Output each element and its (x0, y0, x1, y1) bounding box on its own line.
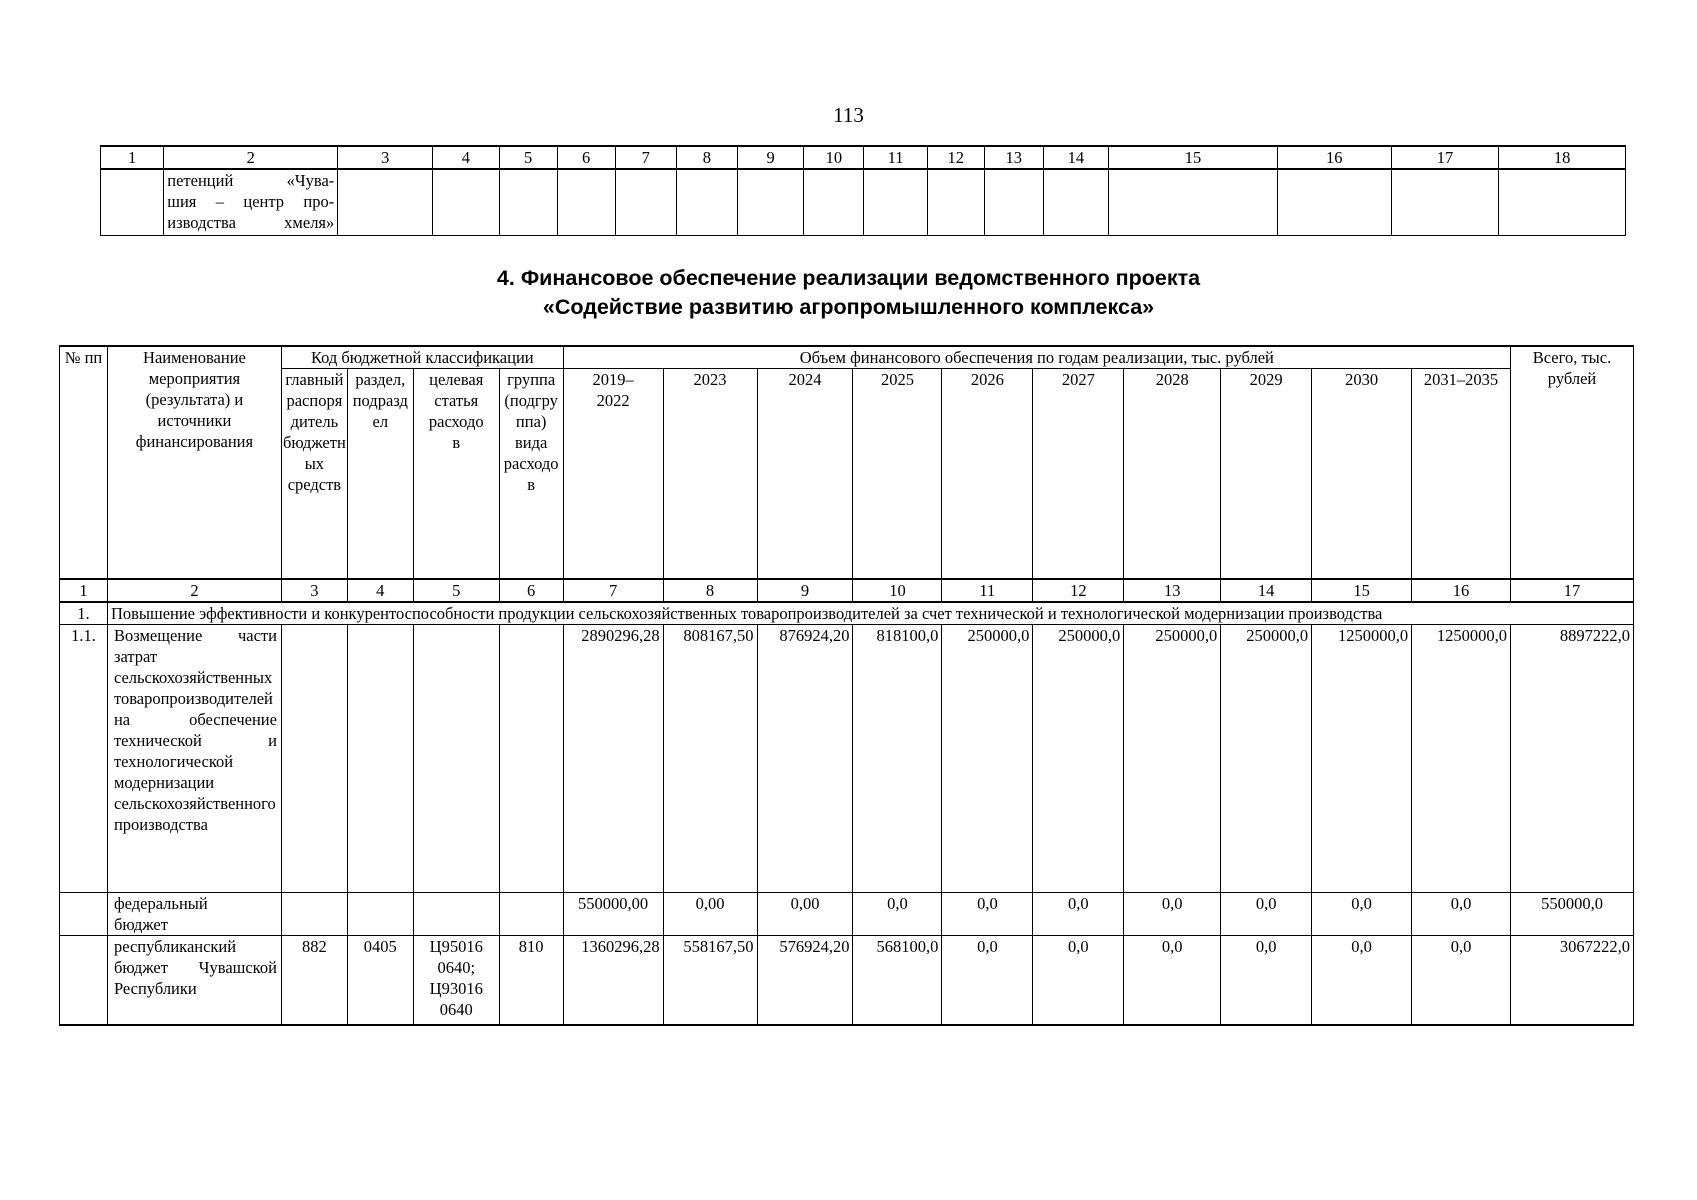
header-year: 2031–2035 (1412, 369, 1511, 579)
header-year: 2025 (853, 369, 942, 579)
value-cell: 250000,0 (1221, 624, 1312, 892)
title-line-1: 4. Финансовое обеспечение реализации ведомственного проекта (496, 266, 1201, 290)
header-name: Наименование мероприятия (результата) и источники финансирования (107, 346, 281, 579)
col-num: 6 (499, 579, 563, 602)
header-year: 2019–2022 (563, 369, 663, 579)
value-cell: 1250000,0 (1412, 624, 1511, 892)
cell (737, 169, 803, 235)
value-cell: 0,0 (1221, 935, 1312, 1025)
col-num: 13 (984, 146, 1043, 169)
page-number: 113 (833, 103, 864, 127)
cst-cell: Ц95016 0640; Ц93016 0640 (413, 935, 499, 1025)
header-year: 2023 (663, 369, 757, 579)
value-cell: 1250000,0 (1312, 624, 1412, 892)
col-num: 12 (1033, 579, 1124, 602)
text-line: шия – центр про- (167, 192, 335, 211)
section-no: 1. (60, 602, 108, 625)
value-cell: 2890296,28 (563, 624, 663, 892)
header-grbs: главный распорядитель бюджетных средств (281, 369, 347, 579)
col-num: 10 (853, 579, 942, 602)
cell (101, 169, 164, 235)
cst-cell (413, 892, 499, 935)
cell (864, 169, 927, 235)
cell (338, 169, 433, 235)
header-year: 2027 (1033, 369, 1124, 579)
total-cell: 3067222,0 (1511, 935, 1634, 1025)
col-num: 9 (737, 146, 803, 169)
value-cell: 250000,0 (1124, 624, 1221, 892)
header-vr: группа (подгруппа) вида расходов (499, 369, 563, 579)
table-row (60, 892, 1634, 935)
cell (1043, 169, 1108, 235)
column-number-row (101, 146, 1626, 169)
value-cell: 0,0 (1312, 935, 1412, 1025)
value-cell: 808167,50 (663, 624, 757, 892)
table-row (60, 935, 1634, 1025)
razdel-cell (347, 892, 413, 935)
cell-text (164, 169, 338, 235)
section-text: Повышение эффективности и конкурентоспособности продукции сельскохозяйственных товаропроизводителей за счет технической и технологической модернизации производства (107, 602, 1633, 625)
value-cell: 0,0 (1033, 935, 1124, 1025)
header-row-1 (60, 346, 1634, 369)
razdel-cell (347, 624, 413, 892)
col-num: 14 (1043, 146, 1108, 169)
total-cell: 550000,0 (1511, 892, 1634, 935)
vr-cell (499, 624, 563, 892)
grbs-cell: 882 (281, 935, 347, 1025)
col-num: 15 (1312, 579, 1412, 602)
cell (676, 169, 737, 235)
cell (804, 169, 864, 235)
value-cell: 0,0 (1033, 892, 1124, 935)
col-num: 17 (1511, 579, 1634, 602)
value-cell: 876924,20 (757, 624, 853, 892)
col-num: 5 (413, 579, 499, 602)
cst-cell (413, 624, 499, 892)
table-row (101, 169, 1626, 235)
text-line: петенций «Чува- (167, 171, 335, 190)
row-no: 1.1. (60, 624, 108, 892)
col-num: 1 (60, 579, 108, 602)
cell (433, 169, 499, 235)
vr-cell (499, 892, 563, 935)
cell (927, 169, 984, 235)
value-cell: 250000,0 (942, 624, 1033, 892)
col-num: 3 (338, 146, 433, 169)
header-year: 2029 (1221, 369, 1312, 579)
header-razdel: раздел, подраздел (347, 369, 413, 579)
col-num: 13 (1124, 579, 1221, 602)
col-num: 7 (615, 146, 676, 169)
col-num: 5 (499, 146, 557, 169)
header-total: Всего, тыс. рублей (1511, 346, 1634, 579)
header-year: 2030 (1312, 369, 1412, 579)
cell (984, 169, 1043, 235)
col-num: 15 (1109, 146, 1278, 169)
header-volume: Объем финансового обеспечения по годам реализации, тыс. рублей (563, 346, 1510, 369)
column-number-row (60, 579, 1634, 602)
col-num: 11 (942, 579, 1033, 602)
row-name: республиканский бюджет Чувашской Республики (107, 935, 281, 1025)
value-cell: 568100,0 (853, 935, 942, 1025)
text-line: изводства хмеля» (167, 213, 335, 232)
value-cell: 0,0 (942, 935, 1033, 1025)
cell (1499, 169, 1626, 235)
col-num: 11 (864, 146, 927, 169)
header-year: 2026 (942, 369, 1033, 579)
value-cell: 818100,0 (853, 624, 942, 892)
value-cell: 0,0 (1412, 892, 1511, 935)
value-cell: 0,00 (757, 892, 853, 935)
value-cell: 250000,0 (1033, 624, 1124, 892)
value-cell: 550000,00 (563, 892, 663, 935)
row-name: Возмещение части затрат сельскохозяйственных товаропроизводителей на обеспечение технической и технологической модернизации сельскохозяйственного производства (107, 624, 281, 892)
row-no (60, 892, 108, 935)
cell (557, 169, 615, 235)
col-num: 7 (563, 579, 663, 602)
section-row (60, 602, 1634, 625)
col-num: 8 (676, 146, 737, 169)
value-cell: 0,0 (1124, 935, 1221, 1025)
header-no: № пп (60, 346, 108, 579)
value-cell: 0,0 (1412, 935, 1511, 1025)
section-title (0, 264, 1697, 322)
col-num: 2 (107, 579, 281, 602)
value-cell: 0,0 (1221, 892, 1312, 935)
title-line-2: «Содействие развитию агропромышленного комплекса» (542, 295, 1155, 319)
grbs-cell (281, 892, 347, 935)
value-cell: 1360296,28 (563, 935, 663, 1025)
col-num: 10 (804, 146, 864, 169)
total-cell: 8897222,0 (1511, 624, 1634, 892)
col-num: 3 (281, 579, 347, 602)
header-year: 2028 (1124, 369, 1221, 579)
cell (1391, 169, 1499, 235)
row-no (60, 935, 108, 1025)
col-num: 18 (1499, 146, 1626, 169)
row-name: федеральный бюджет (107, 892, 281, 935)
cell (615, 169, 676, 235)
header-year: 2024 (757, 369, 853, 579)
header-row-2 (60, 369, 1634, 579)
vr-cell: 810 (499, 935, 563, 1025)
value-cell: 0,0 (1312, 892, 1412, 935)
financing-table (59, 345, 1634, 1026)
col-num: 4 (347, 579, 413, 602)
header-kbk: Код бюджетной классификации (281, 346, 563, 369)
continued-table (100, 145, 1626, 236)
col-num: 16 (1412, 579, 1511, 602)
col-num: 6 (557, 146, 615, 169)
col-num: 9 (757, 579, 853, 602)
value-cell: 0,0 (942, 892, 1033, 935)
col-num: 12 (927, 146, 984, 169)
col-num: 1 (101, 146, 164, 169)
cell (499, 169, 557, 235)
cell (1109, 169, 1278, 235)
value-cell: 0,0 (853, 892, 942, 935)
col-num: 16 (1277, 146, 1391, 169)
grbs-cell (281, 624, 347, 892)
value-cell: 0,00 (663, 892, 757, 935)
cell (1277, 169, 1391, 235)
col-num: 8 (663, 579, 757, 602)
col-num: 14 (1221, 579, 1312, 602)
col-num: 4 (433, 146, 499, 169)
table-row (60, 624, 1634, 892)
razdel-cell: 0405 (347, 935, 413, 1025)
value-cell: 0,0 (1124, 892, 1221, 935)
col-num: 2 (164, 146, 338, 169)
col-num: 17 (1391, 146, 1499, 169)
value-cell: 576924,20 (757, 935, 853, 1025)
header-cst: целевая статья расходов (413, 369, 499, 579)
value-cell: 558167,50 (663, 935, 757, 1025)
